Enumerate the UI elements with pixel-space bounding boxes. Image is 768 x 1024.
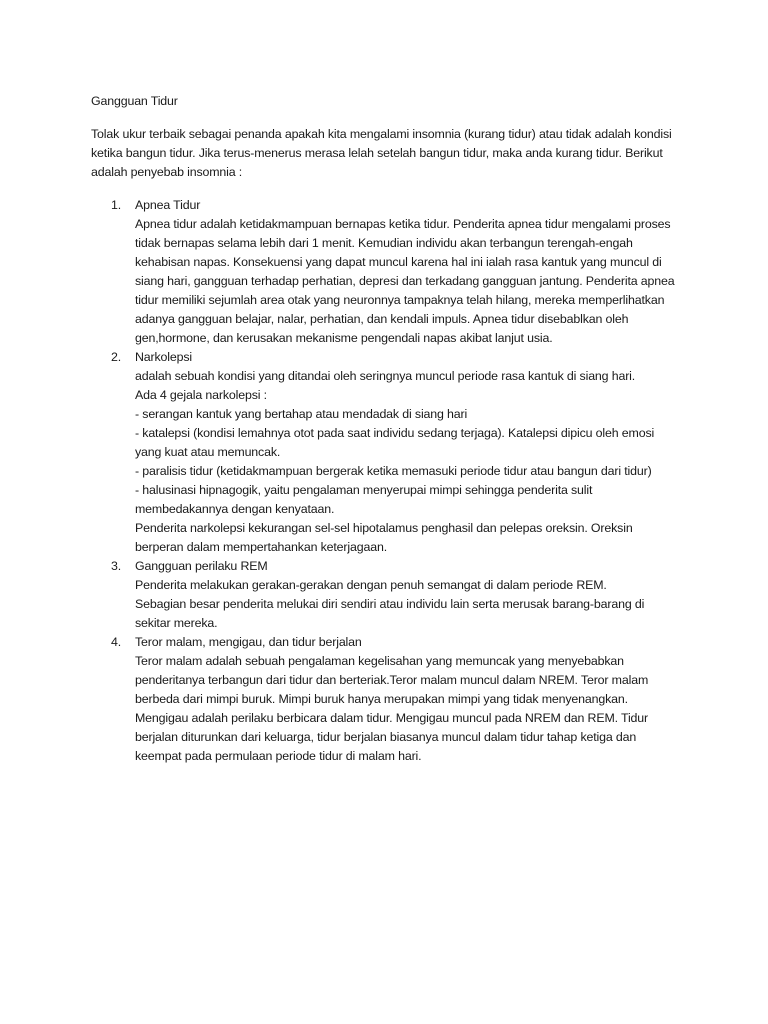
item-text: Penderita melakukan gerakan-gerakan dengan penuh semangat di dalam periode REM. [135,578,607,592]
item-text: Penderita narkolepsi kekurangan sel-sel hipotalamus penghasil dan pelepas oreksin. Oreksin berperan dalam mempertahankan keterjagaan. [135,521,633,554]
cause-list [91,196,681,766]
item-number: 1. [111,198,122,212]
symptom-line: - serangan kantuk yang bertahap atau mendadak di siang hari [135,407,468,421]
symptom-line: - katalepsi (kondisi lemahnya otot pada saat individu sedang terjaga). Katalepsi dipicu oleh emosi yang kuat atau memuncak. [135,426,655,459]
item-text: Teror malam adalah sebuah pengalaman kegelisahan yang memuncak yang menyebabkan penderitanya terbangun dari tidur dan berteriak.Teror malam muncul dalam NREM. Teror malam berbeda dari mimpi buruk. Mimpi buruk hanya merupakan mimpi yang tidak menyenangkan. Mengigau adalah perilaku berbicara dalam tidur. Mengigau muncul pada NREM dan REM. Tidur berjalan diturunkan dari keluarga, tidur berjalan biasanya muncul dalam tidur tahap ketiga dan keempat pada permulaan periode tidur di malam hari. [135,654,649,763]
list-item-rem [91,557,681,633]
list-item-teror-malam [91,633,681,766]
item-number: 4. [111,635,122,649]
item-text: Apnea tidur adalah ketidakmampuan bernapas ketika tidur. Penderita apnea tidur mengalami proses tidak bernapas selama lebih dari 1 menit. Kemudian individu akan terbangun terengah-engah kehabisan napas. Konsekuensi yang dapat muncul karena hal ini ialah rasa kantuk yang muncul di siang hari, gangguan terhadap perhatian, depresi dan terkadang gangguan jantung. Penderita apnea tidur memiliki sejumlah area otak yang neuronnya tampaknya telah hilang, mereka memperlihatkan adanya gangguan belajar, nalar, perhatian, dan kendali impuls. Apnea tidur disebablkan oleh gen,hormone, dan kerusakan mekanisme pengendali napas akibat lanjut usia. [135,217,675,345]
item-heading: Gangguan perilaku REM [135,559,268,573]
intro-paragraph: Tolak ukur terbaik sebagai penanda apakah kita mengalami insomnia (kurang tidur) atau tidak adalah kondisi ketika bangun tidur. Jika terus-menerus merasa lelah setelah bangun tidur, maka anda kurang tidur. Berikut adalah penyebab insomnia : [91,127,672,179]
document-page [91,92,681,766]
list-item-apnea [91,196,681,348]
item-heading: Teror malam, mengigau, dan tidur berjalan [135,635,362,649]
item-number: 2. [111,350,122,364]
item-text: adalah sebuah kondisi yang ditandai oleh seringnya muncul periode rasa kantuk di siang hari. [135,369,636,383]
symptom-line: - halusinasi hipnagogik, yaitu pengalaman menyerupai mimpi sehingga penderita sulit membedakannya dengan kenyataan. [135,483,593,516]
document-title: Gangguan Tidur [91,94,178,108]
item-text: Sebagian besar penderita melukai diri sendiri atau individu lain serta merusak barang-barang di sekitar mereka. [135,597,645,630]
item-heading: Narkolepsi [135,350,193,364]
symptom-line: - paralisis tidur (ketidakmampuan bergerak ketika memasuki periode tidur atau bangun dari tidur) [135,464,652,478]
item-number: 3. [111,559,122,573]
item-text: Ada 4 gejala narkolepsi : [135,388,267,402]
list-item-narkolepsi [91,348,681,557]
item-heading: Apnea Tidur [135,198,201,212]
